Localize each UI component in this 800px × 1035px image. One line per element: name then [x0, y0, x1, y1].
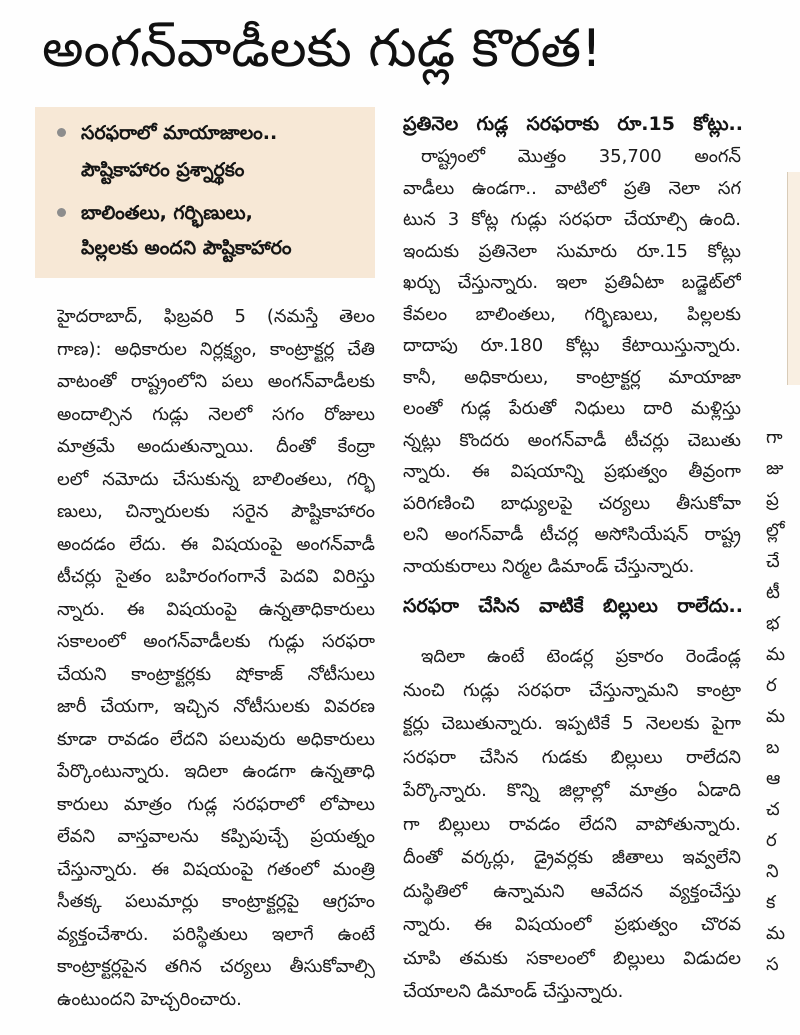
adjacent-article-fragment: ల్లో	[766, 520, 785, 541]
article-line: గా బిల్లులు రావడం లేదని వాపోతున్నారు.	[403, 813, 741, 835]
section-heading: సరఫరా చేసిన వాటికే బిల్లులు రాలేదు..	[403, 595, 743, 617]
adjacent-article-fragment: ర	[766, 830, 777, 851]
highlight-line: బాలింతలు, గర్భిణులు,	[81, 202, 253, 224]
adjacent-article-fragment: గా	[766, 427, 783, 448]
article-line: గాణ): అధికారుల నిర్లక్ష్యం, కాంట్రాక్టర్ల చేతి	[57, 338, 375, 360]
article-line: చేయని కాంట్రాక్టర్లకు షోకాజ్ నోటీసులు	[57, 663, 375, 685]
article-line: పరిగణించి బాధ్యులపై చర్యలు తీసుకోవా	[403, 492, 741, 514]
bullet-icon	[57, 128, 66, 137]
article-line: జారీ చేయగా, ఇచ్చిన నోటీసులకు వివరణ	[57, 696, 375, 717]
article-line: పేర్కొన్నారు. కొన్ని జిల్లాల్లో మాత్రం ఏడాది	[403, 780, 741, 801]
highlight-line: సరఫరాలో మాయాజాలం..	[81, 122, 278, 144]
article-line: అందడం లేదు. ఈ విషయంపై అంగన్‌వాడీ	[57, 533, 375, 555]
article-line: ఉంటుందని హెచ్చరించారు.	[57, 988, 242, 1010]
article-line: చూపి తమకు సకాలంలో బిల్లులు విడుదల	[403, 947, 741, 969]
article-line: వాటంతో రాష్ట్రంలోని పలు అంగన్‌వాడీలకు	[57, 371, 375, 392]
article-line: లేవని వాస్తవాలను కప్పిపుచ్చే ప్రయత్నం	[57, 826, 375, 847]
article-line: ణులు, చిన్నారులకు సరైన పౌష్టికాహారం	[57, 501, 375, 522]
article-line: కాంట్రాక్టర్లపైన తగిన చర్యలు తీసుకోవాల్సి	[57, 956, 375, 977]
article-line: చేస్తున్నారు. ఈ విషయంపై గతంలో మంత్రి	[57, 858, 375, 880]
section-heading: ప్రతినెల గుడ్ల సరఫరాకు రూ.15 కోట్లు..	[403, 113, 743, 135]
article-line: న్నారు. ఈ విషయంలో ప్రభుత్వం చొరవ	[403, 914, 741, 935]
article-line: క్టర్లు చెబుతున్నారు. ఇప్పటికే 5 నెలలకు పైగా	[403, 713, 741, 734]
article-line: మాత్రమే అందుతున్నాయి. దీంతో కేంద్రా	[57, 436, 375, 457]
adjacent-article-fragment: బ	[766, 737, 780, 758]
article-line: ఇదిలా ఉంటే టెండర్ల ప్రకారం రెండేండ్ల	[421, 646, 741, 667]
highlight-line: పౌష్టికాహారం ప్రశ్నార్థకం	[81, 159, 245, 181]
article-line: వాడీలు ఉండగా.. వాటిలో ప్రతి నెలా సగ	[403, 177, 741, 199]
bullet-icon	[57, 208, 66, 217]
adjacent-article-fragment: జు	[766, 458, 784, 479]
article-line: సకాలంలో అంగన్‌వాడీలకు గుడ్లు సరఫరా	[57, 631, 375, 652]
article-line: చేయాలని డిమాండ్ చేస్తున్నారు.	[403, 981, 624, 1002]
article-line: టున 3 కోట్ల గుడ్లు సరఫరా చేయాల్సి ఉంది.	[403, 209, 741, 230]
adjacent-article-fragment: మ	[766, 706, 786, 727]
article-column-middle-section-1	[403, 141, 741, 582]
adjacent-article-fragment: టీ	[766, 582, 780, 603]
article-line: దుస్థితిలో ఉన్నామని ఆవేదన వ్యక్తంచేస్తు	[403, 880, 741, 902]
article-line: న్నారు. ఈ విషయంపై ఉన్నతాధికారులు	[57, 598, 375, 620]
article-line: టీచర్లు సైతం బహిరంగంగానే పెదవి విరిస్తు	[57, 566, 375, 587]
article-line: లంతో గుడ్ల పేరుతో నిధులు దారి మళ్లిస్తు	[403, 398, 741, 419]
highlights-box	[35, 107, 375, 278]
adjacent-article-fragment: క	[766, 892, 776, 913]
adjacent-article-fragment: భ	[766, 613, 780, 634]
adjacent-article-fragment: చే	[766, 551, 780, 572]
adjacent-article-fragment: ని	[766, 861, 779, 882]
adjacent-highlight-box	[787, 172, 800, 385]
article-column-left	[57, 301, 375, 1016]
adjacent-article-fragment: మ	[766, 923, 786, 944]
article-line: ఖర్చు చేస్తున్నారు. ఇలా ప్రతిఏటా బడ్జెట్‌లో	[403, 272, 741, 293]
adjacent-article-fragment: ర	[766, 675, 777, 696]
article-line: కానీ, అధికారులు, కాంట్రాక్టర్ల మాయాజా	[403, 366, 741, 388]
adjacent-article-fragment: ప్ర	[766, 489, 779, 510]
adjacent-article-fragment: చ	[766, 799, 780, 820]
article-line: అందాల్సిన గుడ్లు నెలలో సగం రోజులు	[57, 403, 375, 425]
headline: అంగన్‌వాడీలకు గుడ్ల కొరత!	[42, 19, 602, 79]
article-line: లలో నమోదు చేసుకున్న బాలింతలు, గర్భి	[57, 468, 375, 490]
article-line: లని అంగన్‌వాడీ టీచర్ల అసోసియేషన్ రాష్ట్ర	[403, 524, 741, 545]
highlight-line: పిల్లలకు అందని పౌష్టికాహారం	[81, 237, 292, 259]
article-line: పేర్కొంటున్నారు. ఇదిలా ఉండగా ఉన్నతాధి	[57, 761, 375, 782]
article-line: సీతక్క పలుమార్లు కాంట్రాక్టర్లపై ఆగ్రహం	[57, 891, 375, 912]
article-line: దీంతో వర్కర్లు, డ్రైవర్లకు జీతాలు ఇవ్వలేని	[403, 847, 741, 868]
article-line: వ్యక్తంచేశారు. పరిస్థితులు ఇలాగే ఉంటే	[57, 923, 375, 945]
adjacent-article-fragment: స	[766, 954, 779, 975]
article-column-middle-section-2	[403, 640, 741, 1009]
adjacent-article-column	[766, 422, 800, 980]
article-line: న్నారు. ఈ విషయాన్ని ప్రభుత్వం తీవ్రంగా	[403, 461, 741, 482]
adjacent-article-fragment: ఆ	[766, 768, 781, 789]
article-line: నాయకురాలు నిర్మల డిమాండ్ చేస్తున్నారు.	[403, 555, 695, 577]
article-line: దాదాపు రూ.180 కోట్లు కేటాయిస్తున్నారు.	[403, 335, 741, 356]
article-line: హైదరాబాద్, ఫిబ్రవరి 5 (నమస్తే తెలం	[57, 306, 375, 327]
article-line: సరఫరా చేసిన గుడకు బిల్లులు రాలేదని	[403, 746, 741, 768]
adjacent-article-fragment: మ	[766, 644, 786, 665]
article-line: కూడా రావడం లేదని పలువురు అధికారులు	[57, 728, 375, 750]
article-line: రాష్ట్రంలో మొత్తం 35,700 అంగన్	[421, 146, 741, 167]
article-line: న్నట్లు కొందరు అంగన్‌వాడీ టీచర్లు చెబుతు	[403, 429, 741, 451]
article-line: నుంచి గుడ్లు సరఫరా చేస్తున్నామని కాంట్రా	[403, 679, 741, 701]
article-line: ఇందుకు ప్రతినెలా సుమారు రూ.15 కోట్లు	[403, 240, 741, 262]
article-line: కారులు మాత్రం గుడ్ల సరఫరాలో లోపాలు	[57, 793, 375, 815]
article-line: కేవలం బాలింతలు, గర్భిణులు, పిల్లలకు	[403, 303, 741, 325]
